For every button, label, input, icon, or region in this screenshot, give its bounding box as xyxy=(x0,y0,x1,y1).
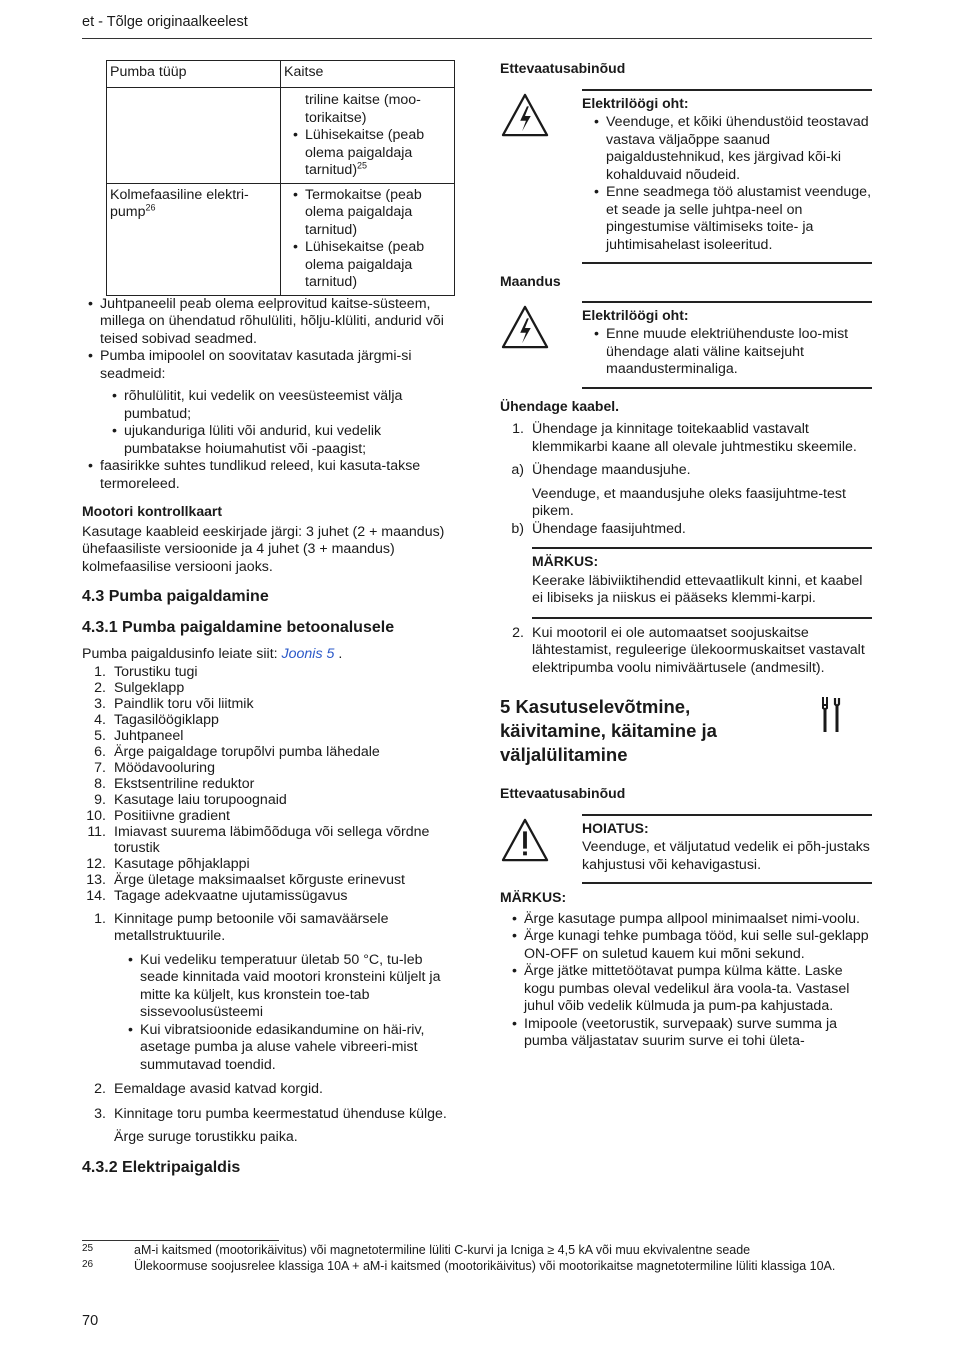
list-item: • Termokaitse (peab olema paigaldaja tarnitud) xyxy=(287,187,450,240)
list-item xyxy=(287,127,450,180)
table-cell-list xyxy=(287,187,450,292)
install-intro xyxy=(82,646,456,664)
item-number: 11. xyxy=(87,823,106,840)
list-item xyxy=(82,680,456,696)
motor-text: Kasutage kaableid eeskirjade järgi: 3 juhet (2 + maandus) ühefaasiliste versioonide ja 4 juhet (3 + maandus) kolmefaasilise versiooni jaoks. xyxy=(82,523,445,575)
item-text: Eemaldage avasid katvad korgid. xyxy=(114,1081,323,1097)
grounding-heading: Maandus xyxy=(500,273,561,289)
footnotes xyxy=(82,1240,872,1274)
item-text: Kasutage põhjaklappi xyxy=(114,855,250,872)
item-text: Tagasilöögiklapp xyxy=(114,711,219,728)
note2-title: MÄRKUS: xyxy=(500,889,567,905)
list-item: • Enne muude elektriühenduste loo-mist ühendage alati väline kaitsejuht maandusterminaliga. xyxy=(588,326,872,379)
list-item: • Veenduge, et kõiki ühendustöid teostavad vastava väljaõppe saanud paigaldustehnikud, kes järgivad kõi-ki kohalduvaid nõudeid. xyxy=(588,114,872,184)
caution-box xyxy=(582,814,872,885)
warning-list xyxy=(588,326,872,379)
section-heading-4-3-1: 4.3.1 Pumba paigaldamine betoonalusele xyxy=(82,618,395,636)
chapter-5-heading xyxy=(500,695,800,767)
item-number: 13. xyxy=(86,871,106,888)
item-number: 5. xyxy=(94,727,106,744)
list-item xyxy=(82,728,456,744)
left-column xyxy=(82,60,456,1176)
step1-bullets xyxy=(122,952,456,1075)
item-text: Tagage adekvaatne ujutamissügavus xyxy=(114,887,348,904)
item-text: Torustiku tugi xyxy=(114,663,198,680)
note2-list xyxy=(506,911,872,1051)
footnote-number: 25 xyxy=(82,1243,94,1254)
item-text: Positiivne gradient xyxy=(114,807,230,824)
list-item xyxy=(500,421,872,456)
caution-text: Veenduge, et väljutatud vedelik ei põh-justaks kahjustusi või kehavigastusi. xyxy=(582,839,870,873)
list-item: • Kui vibratsioonide edasikandumine on häi-riv, asetage pumba ja aluse vahele vibreeri-mist summutavad toendid. xyxy=(122,1022,456,1075)
item-number: 1. xyxy=(512,421,524,437)
section-heading-4-3: 4.3 Pumba paigaldamine xyxy=(82,588,269,605)
item-text: Möödavooluring xyxy=(114,759,215,776)
cell-item: Lühisekaitse (peab olema paigaldaja tarnitud) xyxy=(305,127,425,178)
pump-protection-table xyxy=(106,60,455,296)
tools-icon xyxy=(820,695,846,735)
item-text: Kinnitage pump betoonile või samaväärsele metallstruktuurile. xyxy=(114,910,389,944)
install-intro-end: . xyxy=(338,646,343,662)
item-text: Kinnitage toru pumba keermestatud ühenduse külge. xyxy=(114,1105,447,1122)
electric-hazard-icon xyxy=(500,305,550,349)
list-item: • Pumba imipoolel on soovitatav kasutada järgmi-si seadmeid: xyxy=(82,348,456,383)
electric-hazard-icon xyxy=(500,93,550,137)
item-text: Imiavast suurema läbimõõduga või sellega võrdne torustik xyxy=(114,823,430,856)
page-number: 70 xyxy=(82,1313,99,1329)
install-intro-text: Pumba paigaldusinfo leiate siit: xyxy=(82,646,278,662)
item-number: 1. xyxy=(94,910,106,927)
item-number: 2. xyxy=(94,1081,106,1097)
warning-title: Elektrilöögi oht: xyxy=(582,94,689,111)
footnote xyxy=(82,1243,872,1259)
list-item: • Kui vedeliku temperatuur ületab 50 °C, tu-leb seade kinnitada vaid mootori kronsteini küljelt ja mitte ka küljelt, kus kronstein toe-tab sissevoolusüsteemi xyxy=(122,952,456,1022)
item-number: 9. xyxy=(94,791,106,808)
cable-heading: Ühendage kaabel. xyxy=(500,397,620,414)
footnote-text: aM-i kaitsmed (mootorikäivitus) või magnetotermiline lüliti C-kurvi ja Icniga ≥ 4,5 kA või muu ekvivalentne seade xyxy=(134,1243,751,1257)
phase-bullets xyxy=(82,458,456,493)
list-item xyxy=(82,712,456,728)
table-cell-protection xyxy=(281,88,455,184)
list-item xyxy=(82,792,456,808)
list-item xyxy=(82,1106,456,1147)
item-number: b) xyxy=(511,520,524,537)
item-text: Kui mootoril ei ole automaatset soojuskaitse lähtestamist, reguleerige ülekoormuskaitset vastavalt elektripumba voolu nimiväärtusele (andmesilt). xyxy=(532,624,865,676)
note-box xyxy=(532,547,872,619)
list-item xyxy=(500,462,872,521)
item-number: 4. xyxy=(94,711,106,728)
item-number: 1. xyxy=(94,663,106,680)
footnote xyxy=(82,1259,872,1275)
table-header-row xyxy=(107,61,455,88)
note-title: MÄRKUS: xyxy=(532,553,599,569)
item-number: a) xyxy=(511,462,524,478)
footnote-text: Ülekoormuse soojusrelee klassiga 10A + aM-i kaitsmed (mootorikäivitus) või mootorikaitse magnetotermiline lüliti klassiga 10A. xyxy=(134,1258,836,1273)
cell-item: Kolmefaasiline elektri-pump xyxy=(110,186,249,220)
list-item xyxy=(82,744,456,760)
parts-list xyxy=(82,664,456,904)
step3-note: Ärge suruge torustikku paika. xyxy=(114,1129,298,1145)
item-text: Paindlik toru või liitmik xyxy=(114,695,254,712)
grounding-warning xyxy=(582,301,872,389)
cable-steps xyxy=(500,421,872,538)
caution-icon xyxy=(500,818,550,862)
section-heading-4-3-2: 4.3.2 Elektripaigaldis xyxy=(82,1158,241,1176)
electric-shock-warning xyxy=(582,89,872,265)
footnote-number: 26 xyxy=(82,1258,94,1270)
item-number: 3. xyxy=(94,1105,106,1122)
list-item xyxy=(500,521,872,539)
chapter-title: Kasutuselevõtmine, käivitamine, käitamine ja väljalülitamine xyxy=(500,696,717,765)
warning-title: Elektrilöögi oht: xyxy=(582,306,689,323)
caution-title: HOIATUS: xyxy=(582,819,649,836)
list-item: • Lühisekaitse (peab olema paigaldaja tarnitud) xyxy=(287,239,450,292)
list-item xyxy=(82,760,456,776)
safety-heading: Ettevaatusabinõud xyxy=(500,60,626,76)
table-cell-type xyxy=(107,88,281,184)
list-item xyxy=(82,808,456,824)
sub-bullets xyxy=(106,388,456,458)
item-text: Sulgeklapp xyxy=(114,679,185,696)
list-item: • rõhulülitit, kui vedelik on veesüsteemist välja pumbatud; xyxy=(106,388,456,423)
warning-list xyxy=(588,114,872,254)
footnote-ref: 25 xyxy=(357,160,368,171)
figure-link[interactable]: Joonis 5 xyxy=(281,646,335,662)
item-number: 7. xyxy=(94,759,106,776)
list-item xyxy=(82,776,456,792)
item-number: 12. xyxy=(86,855,106,872)
table-header-pump-type: Pumba tüüp xyxy=(107,61,281,88)
item-text: Juhtpaneel xyxy=(114,727,184,744)
list-item: • Ärge kasutage pumpa allpool minimaalset nimi-voolu. xyxy=(506,911,872,929)
cable-steps-2 xyxy=(500,625,872,678)
table-cell-protection xyxy=(281,183,455,295)
table-row xyxy=(107,183,455,295)
item-number: 6. xyxy=(94,743,106,760)
install-steps xyxy=(82,911,456,1147)
table-row xyxy=(107,88,455,184)
list-item: • Imipoole (veetorustik, survepaak) surve summa ja pumba väljastatav suurim surve ei tohi ületa- xyxy=(506,1016,872,1051)
list-item: • Ärge jätke mittetöötavat pumpa külma kätte. Laske kogu pumbas oleval vedelikul ära voola-ta. Vastasel juhul võib vedelik külmuda ja pum-pa kahjustada. xyxy=(506,963,872,1016)
item-text: Kasutage laiu torupoognaid xyxy=(114,791,287,808)
item-text: Ärge paigaldage torupõlvi pumba lähedale xyxy=(114,743,380,760)
list-item xyxy=(82,872,456,888)
page-header: et - Tõlge originaalkeelest xyxy=(82,14,248,30)
list-item xyxy=(82,696,456,712)
control-panel-bullets xyxy=(82,296,456,384)
list-item xyxy=(82,1081,456,1099)
item-text: Ühendage maandusjuhe. xyxy=(532,462,691,478)
list-item: • Ärge kunagi tehke pumbaga tööd, kui selle sul-geklapp ON-OFF on suletud kauem kui mõni sekund. xyxy=(506,928,872,963)
item-number: 14. xyxy=(86,887,106,904)
chapter-number: 5 xyxy=(500,696,511,717)
item-number: 10. xyxy=(86,807,106,824)
list-item xyxy=(82,911,456,1075)
table-cell-list xyxy=(287,127,450,180)
list-item xyxy=(82,824,456,856)
item-number: 2. xyxy=(512,624,524,641)
item-text: Ekstsentriline reduktor xyxy=(114,775,255,792)
note-text: Keerake läbiviiktihendid ettevaatlikult kinni, et kaabel ei libiseks ja niiskus ei pääseks klemmi-karpi. xyxy=(532,572,863,606)
cable-a-note: Veenduge, et maandusjuhe oleks faasijuhtme-test pikem. xyxy=(532,485,846,519)
list-item: • ujukanduriga lüliti või andurid, kui vedelik pumbatakse hoiumahutist või -paagist; xyxy=(106,423,456,458)
list-item xyxy=(500,625,872,678)
motor-heading: Mootori kontrollkaart xyxy=(82,503,223,519)
cell-item: triline kaitse (moo-torikaitse) xyxy=(305,92,421,126)
list-item: • Enne seadmega töö alustamist veenduge, et seade ja selle juhtpa-neel on pingestumise vältimiseks toite- ja juhtimisahelast isoleeritud. xyxy=(588,184,872,254)
item-number: 8. xyxy=(94,775,106,792)
right-column xyxy=(500,60,872,1051)
list-item xyxy=(82,664,456,680)
item-number: 2. xyxy=(94,679,106,696)
table-cell-text xyxy=(287,92,450,127)
list-item: • faasirikke suhtes tundlikud releed, kui kasuta-takse termoreleed. xyxy=(82,458,456,493)
list-item xyxy=(82,888,456,904)
item-text: Ühendage ja kinnitage toitekaablid vastavalt klemmikarbi kaane all olevale juhtmestiku skeemile. xyxy=(532,421,857,455)
item-number: 3. xyxy=(94,695,106,712)
table-cell-type xyxy=(107,183,281,295)
footnote-ref: 26 xyxy=(145,202,156,213)
item-text: Ärge ületage maksimaalset kõrguste erinevust xyxy=(114,871,405,888)
footnote-rule xyxy=(82,1240,279,1241)
safety-heading-2: Ettevaatusabinõud xyxy=(500,785,626,801)
header-rule xyxy=(82,38,872,39)
item-text: Ühendage faasijuhtmed. xyxy=(532,520,686,537)
list-item: • Juhtpaneelil peab olema eelprovitud kaitse-süsteem, millega on ühendatud rõhulüliti, hõlju-klüliti, andurid või teised sobivad seadmed. xyxy=(82,296,456,349)
list-item xyxy=(82,856,456,872)
table-header-protection: Kaitse xyxy=(281,61,455,88)
